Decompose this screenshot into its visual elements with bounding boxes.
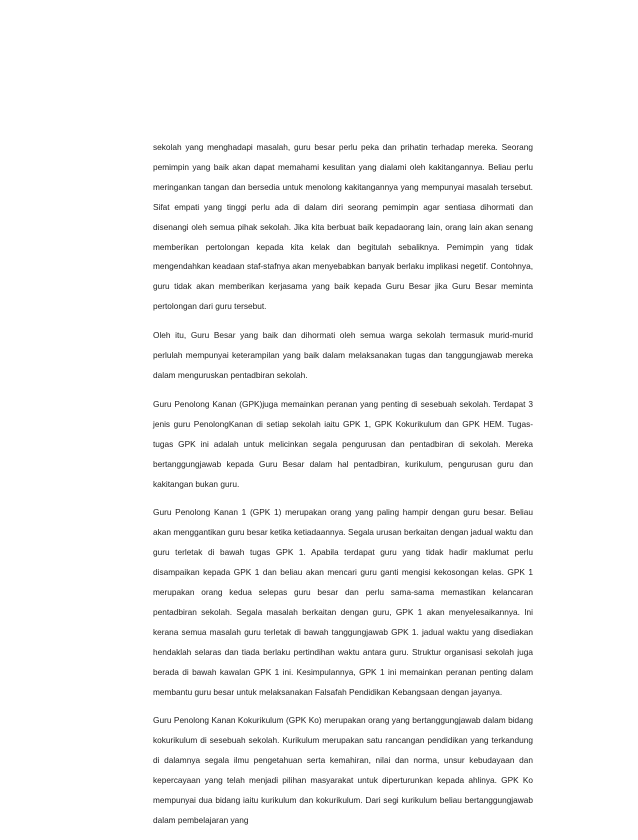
paragraph-gpk-1: Guru Penolong Kanan 1 (GPK 1) merupakan orang yang paling hampir dengan guru besar. Beliau akan menggantikan guru besar ketika ketiadaannya. Segala urusan berkaitan dengan jadual waktu dan guru terletak di bawah tugas GPK 1. Apabila terdapat guru yang tidak hadir maklumat perlu disampaikan kepada GPK 1 dan beliau akan mencari guru ganti mengisi kekosongan kelas. GPK 1 merupakan orang kedua selepas guru besar dan perlu sama-sama memastikan kelancaran pentadbiran sekolah. Segala masalah berkaitan dengan guru, GPK 1 akan menyelesaikannya. Ini kerana semua masalah guru terletak di bawah tanggungjawab GPK 1. jadual waktu yang disediakan hendaklah selaras dan tiada berlaku pertindihan waktu antara guru. Struktur organisasi sekolah juga berada di bawah kawalan GPK 1 ini. Kesimpulannya, GPK 1 ini memainkan peranan penting dalam membantu guru besar untuk melaksanakan Falsafah Pendidikan Kebangsaan dengan jayanya. xyxy=(153,507,533,697)
paragraph-empathy: sekolah yang menghadapi masalah, guru besar perlu peka dan prihatin terhadap mereka. Seorang pemimpin yang baik akan dapat memahami kesulitan yang dialami oleh kakitangannya. Beliau perlu meringankan tangan dan bersedia untuk menolong kakitangannya yang mempunyai masalah tersebut. Sifat empati yang tinggi perlu ada di dalam diri seorang pemimpin agar sentiasa dihormati dan disenangi oleh semua pihak sekolah. Jika kita berbuat baik kepadaorang lain, orang lain akan senang memberikan pertolongan kepada kita kelak dan begitulah sebaliknya. Pemimpin yang tidak mengendahkan keadaan staf-stafnya akan menyebabkan banyak berlaku implikasi negetif. Contohnya, guru tidak akan memberikan kerjasama yang baik kepada Guru Besar jika Guru Besar meminta pertolongan dari guru tersebut. xyxy=(153,142,533,312)
paragraph-conclusion: Oleh itu, Guru Besar yang baik dan dihormati oleh semua warga sekolah termasuk murid-murid perlulah mempunyai keterampilan yang baik dalam melaksanakan tugas dan tanggungjawab mereka dalam menguruskan pentadbiran sekolah. xyxy=(153,330,533,380)
document-page xyxy=(153,138,533,840)
paragraph-gpk-intro: Guru Penolong Kanan (GPK)juga memainkan peranan yang penting di sesebuah sekolah. Terdapat 3 jenis guru PenolongKanan di setiap sekolah iaitu GPK 1, GPK Kokurikulum dan GPK HEM. Tugas-tugas GPK ini adalah untuk melicinkan segala pengurusan dan pentadbiran di sekolah. Mereka bertanggungjawab kepada Guru Besar dalam hal pentadbiran, kurikulum, pengurusan guru dan kakitangan bukan guru. xyxy=(153,398,533,489)
paragraph-gpk-ko: Guru Penolong Kanan Kokurikulum (GPK Ko) merupakan orang yang bertanggungjawab dalam bidang kokurikulum di sesebuah sekolah. Kurikulum merupakan satu rancangan pendidikan yang terkandung di dalamnya segala ilmu pengetahuan serta kemahiran, nilai dan norma, unsur kebudayaan dan kepercayaan yang telah menjadi pilihan masyarakat untuk diperturunkan kepada ahlinya. GPK Ko mempunyai dua bidang iaitu kurikulum dan kokurikulum. Dari segi kurikulum beliau bertanggungjawab dalam pembelajaran yang xyxy=(153,715,533,825)
